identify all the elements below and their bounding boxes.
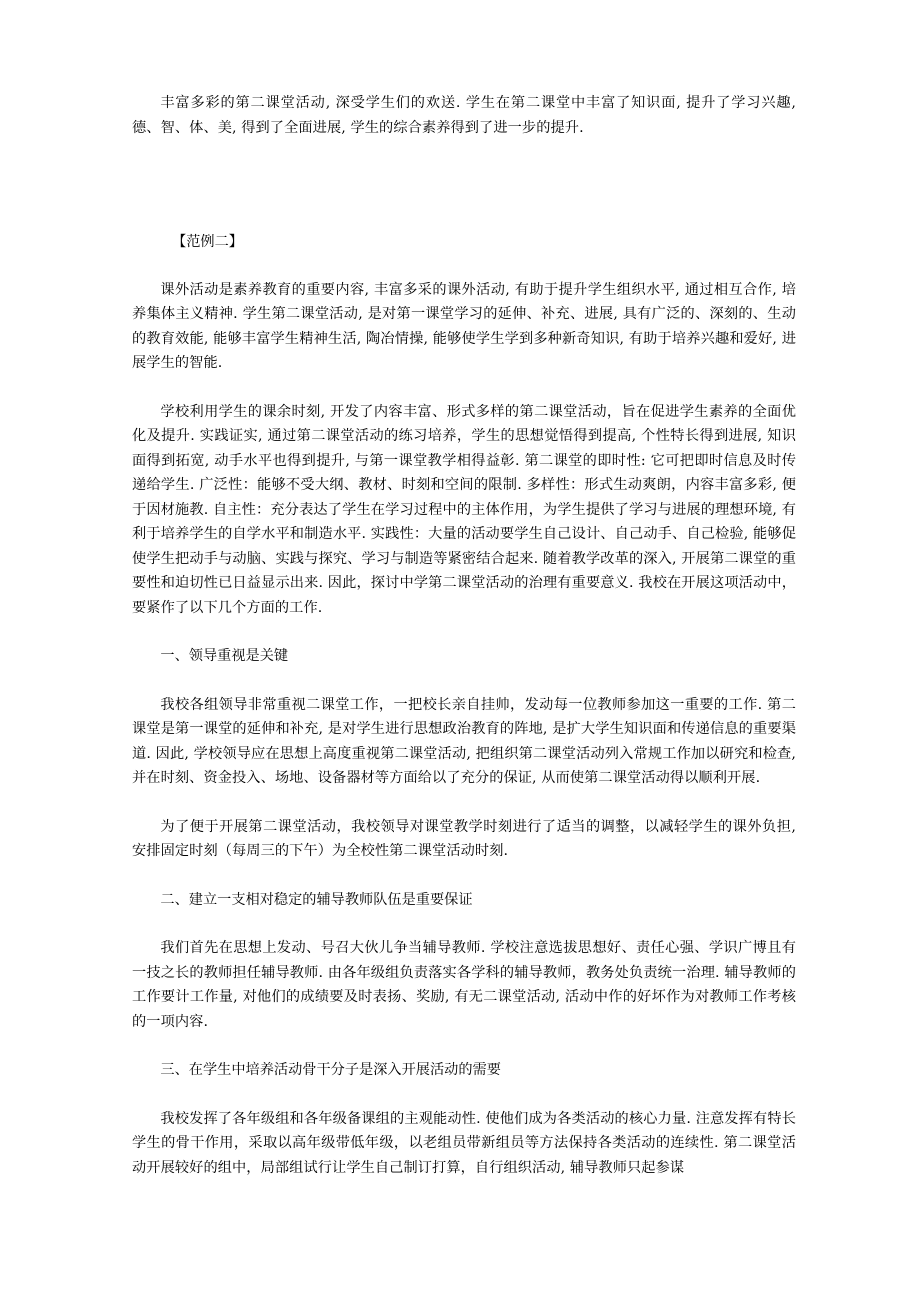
spacer [132,140,796,230]
spacer [132,912,796,936]
section-heading-3: 三、在学生中培养活动骨干分子是深入开展活动的需要 [160,1062,501,1078]
spacer [132,1034,796,1058]
spacer [132,376,796,400]
paragraph: 我校发挥了各年级组和各年级备课组的主观能动性. 使他们成为各类活动的核心力量. 注意发挥有特长学生的骨干作用，采取以高年级带低年级，以老组员带新组员等方法保持各类活动的连续性. 第二课堂活动开展较好的组中，局部组试行让学生自己制订打算，自行组织活动, 辅导教师只起参谋 [132,1110,796,1176]
spacer [132,791,796,815]
intro-paragraph: 丰富多彩的第二课堂活动, 深受学生们的欢送. 学生在第二课堂中丰富了知识面, 提升了学习兴趣, 德、智、体、美, 得到了全面进展, 学生的综合素养得到了进一步的提升. [132,95,796,136]
paragraph: 我们首先在思想上发动、号召大伙儿争当辅导教师. 学校注意选拔思想好、责任心强、学识广博且有一技之长的教师担任辅导教师. 由各年级组负责落实各学科的辅导教师，教务处负责统一治理. 辅导教师的工作要计工作量, 对他们的成绩要及时表扬、奖励, 有无二课堂活动, 活动中作的好坏作为对教师工作考核的一项内容. [132,940,796,1030]
paragraph: 课外活动是素养教育的重要内容, 丰富多采的课外活动, 有助于提升学生组织水平, 通过相互合作, 培养集体主义精神. 学生第二课堂活动, 是对第一课堂学习的延伸、补充、进展, 具有广泛的、深刻的、生动的教育效能, 能够丰富学生精神生活, 陶冶情操, 能够使学生学到多种新奇知识, 有助于培养兴趣和爱好, 进展学生的智能. [132,281,796,371]
spacer [132,255,796,278]
spacer [132,669,796,693]
section-heading-1: 一、领导重视是关键 [160,648,289,664]
paragraph: 为了便于开展第二课堂活动，我校领导对课堂教学时刻进行了适当的调整，以减轻学生的课外负担, 安排固定时刻（每周三的下午）为全校性第二课堂活动时刻. [132,818,796,859]
spacer [132,1083,796,1107]
spacer [132,864,796,888]
example-label: 【范例二】 [172,234,243,250]
paragraph: 我校各组领导非常重视二课堂工作，一把校长亲自挂帅，发动每一位教师参加这一重要的工作. 第二课堂是第一课堂的延伸和补充, 是对学生进行思想政治教育的阵地, 是扩大学生知识面和传递信息的重要渠道. 因此, 学校领导应在思想上高度重视第二课堂活动, 把组织第二课堂活动列入常规工作加以研究和检查, 并在时刻、资金投入、场地、设备器材等方面给以了充分的保证, 从而使第二课堂活动得以顺利开展. [132,696,796,786]
paragraph: 学校利用学生的课余时刻, 开发了内容丰富、形式多样的第二课堂活动，旨在促进学生素养的全面优化及提升. 实践证实, 通过第二课堂活动的练习培养，学生的思想觉悟得到提高, 个性特长得到进展, 知识面得到拓宽, 动手水平也得到提升, 与第一课堂教学相得益彰. 第二课堂的即时性: 它可把即时信息及时传递给学生. 广泛性：能够不受大纲、教材、时刻和空间的限制. 多样性：形式生动爽朗，内容丰富多彩, 便于因材施教. 自主性：充分表达了学生在学习过程中的主体作用，为学生提供了学习与进展的理想环境, 有利于培养学生的自学水平和制造水平. 实践性：大量的活动要学生自己设计、自己动手、自己检验, 能够促使学生把动手与动脑、实践与探究、学习与制造等紧密结合起来. 随着教学改革的深入, 开展第二课堂的重要性和迫切性已日益显示出来. 因此，探讨中学第二课堂活动的治理有重要意义. 我校在开展这项活动中，要紧作了以下几个方面的工作. [132,403,796,616]
spacer [132,620,796,644]
section-heading-2: 二、建立一支相对稳定的辅导教师队伍是重要保证 [160,891,473,908]
document-page [132,91,796,1180]
